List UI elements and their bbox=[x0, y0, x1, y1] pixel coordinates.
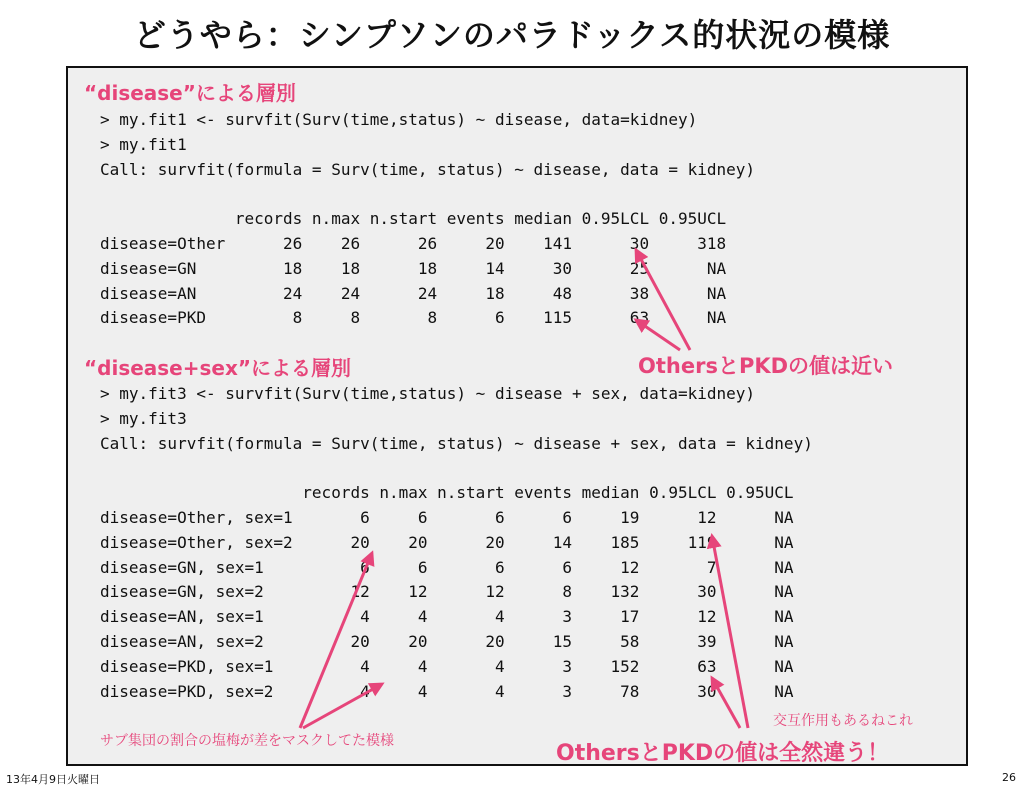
callout-others-pkd-different: OthersとPKDの値は全然違う！ bbox=[556, 741, 890, 766]
note-subgroup: サブ集団の割合の塩梅が差をマスクしてた模様 bbox=[100, 733, 394, 749]
page-number: 26 bbox=[1002, 771, 1016, 784]
section1-label: “disease”による層別 bbox=[84, 81, 296, 105]
footer-date: 13年4月9日火曜日 bbox=[6, 773, 100, 786]
section2-code-output: > my.fit3 <- survfit(Surv(time,status) ~ disease + sex, data=kidney) > my.fit3 Call: survfit(formula = Surv(time, status) ~ disease + sex, data = kidney) records n.max n.start events median 0.95LCL 0.95UCL disease=Other, sex=1 6 6 6 6 19 12 NA disease=Other, sex=2 20 20 20 14 185 119 NA disease=GN, sex=1 6 6 6 6 12 7 NA disease=GN, sex=2 12 12 12 8 132 30 NA disease=AN, sex=1 4 4 4 3 17 12 NA disease=AN, sex=2 20 20 20 15 58 39 NA disease=PKD, sex=1 4 4 4 3 152 63 NA disease=PKD, sex=2 4 4 4 3 78 30 NA bbox=[100, 384, 813, 701]
callout-others-pkd-close: OthersとPKDの値は近い bbox=[638, 354, 894, 378]
note-interaction: 交互作用もあるねこれ bbox=[773, 713, 913, 729]
section2-label: “disease+sex”による層別 bbox=[84, 356, 352, 380]
slide-title: どうやら：シンプソンのパラドックス的状況の模様 bbox=[133, 16, 891, 54]
section1-code-output: > my.fit1 <- survfit(Surv(time,status) ~ disease, data=kidney) > my.fit1 Call: survfit(formula = Surv(time, status) ~ disease, data = kidney) records n.max n.start events median 0.95LCL 0.95UCL disease=Other 26 26 26 20 141 30 318 disease=GN 18 18 18 14 30 25 NA disease=AN 24 24 24 18 48 38 NA disease=PKD 8 8 8 6 115 63 NA bbox=[100, 110, 756, 328]
